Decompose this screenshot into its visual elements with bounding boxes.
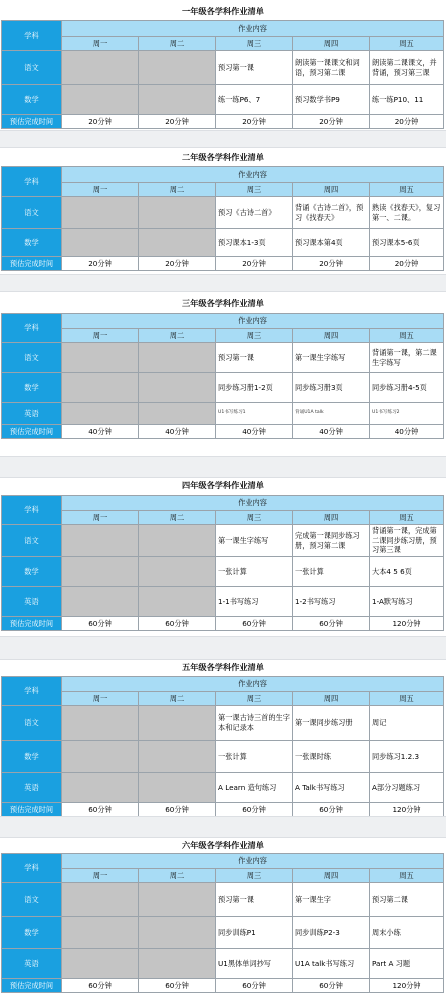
table-row	[2, 741, 444, 773]
subject-chinese: 语文	[2, 343, 62, 373]
homework-cell: 完成第一课同步练习册，预习第二课	[293, 525, 370, 557]
grade-title: 六年级各学科作业清单	[182, 840, 264, 850]
homework-cell: A Learn 造句练习	[216, 773, 293, 803]
table-row	[2, 949, 444, 979]
section-divider	[0, 636, 446, 660]
homework-table	[1, 313, 444, 439]
table-row	[2, 525, 444, 557]
empty-cell	[62, 949, 139, 979]
homework-cell: 练一练P10、11	[370, 85, 444, 115]
day-header: 周三	[216, 183, 293, 197]
grade-title: 三年级各学科作业清单	[182, 298, 264, 308]
time-cell: 40分钟	[216, 425, 293, 439]
homework-table	[1, 853, 444, 993]
empty-cell	[62, 741, 139, 773]
empty-cell	[62, 587, 139, 617]
empty-cell	[139, 343, 216, 373]
time-cell: 20分钟	[62, 257, 139, 271]
homework-cell: 朗读第二课课文，并背诵，预习第三课	[370, 51, 444, 85]
day-header: 周一	[62, 692, 139, 706]
subject-header: 学科	[2, 167, 62, 197]
homework-cell: 背诵《古诗二首》，预习《找春天》	[293, 197, 370, 229]
empty-cell	[139, 917, 216, 949]
time-cell: 40分钟	[370, 425, 444, 439]
subject-english: 英语	[2, 587, 62, 617]
subject-header: 学科	[2, 21, 62, 51]
empty-cell	[62, 883, 139, 917]
content-header: 作业内容	[62, 21, 444, 37]
day-header: 周一	[62, 869, 139, 883]
homework-cell: Part A 习题	[370, 949, 444, 979]
grade-title: 五年级各学科作业清单	[182, 662, 264, 672]
time-cell: 40分钟	[293, 425, 370, 439]
empty-cell	[139, 403, 216, 425]
day-header: 周三	[216, 692, 293, 706]
time-cell: 40分钟	[62, 425, 139, 439]
time-cell: 120分钟	[370, 803, 444, 817]
day-header: 周四	[293, 183, 370, 197]
table-row	[2, 557, 444, 587]
empty-cell	[62, 85, 139, 115]
content-header: 作业内容	[62, 677, 444, 692]
subject-math: 数学	[2, 373, 62, 403]
day-header: 周五	[370, 329, 444, 343]
time-label: 预估完成时间	[2, 803, 62, 817]
homework-cell: 预习《古诗二首》	[216, 197, 293, 229]
time-cell: 120分钟	[370, 979, 444, 993]
day-header: 周三	[216, 329, 293, 343]
subject-chinese: 语文	[2, 51, 62, 85]
homework-cell: 预习第二课	[370, 883, 444, 917]
time-cell: 60分钟	[62, 803, 139, 817]
time-cell: 60分钟	[139, 617, 216, 631]
subject-math: 数学	[2, 229, 62, 257]
empty-cell	[62, 343, 139, 373]
grade-title: 二年级各学科作业清单	[182, 152, 264, 162]
time-cell: 20分钟	[293, 115, 370, 129]
homework-cell: 第一课同步练习册	[293, 706, 370, 741]
time-label: 预估完成时间	[2, 115, 62, 129]
content-header: 作业内容	[62, 854, 444, 869]
homework-cell: 大本4 5 6页	[370, 557, 444, 587]
time-cell: 20分钟	[216, 257, 293, 271]
day-header: 周一	[62, 37, 139, 51]
day-header: 周二	[139, 869, 216, 883]
day-header: 周五	[370, 869, 444, 883]
day-header: 周二	[139, 329, 216, 343]
time-label: 预估完成时间	[2, 617, 62, 631]
empty-cell	[139, 883, 216, 917]
homework-cell: U1书写练习1	[216, 403, 293, 425]
section-divider	[0, 456, 446, 478]
section-divider	[0, 274, 446, 292]
homework-cell: 预习第一课	[216, 343, 293, 373]
homework-cell: 同步练习册1-2页	[216, 373, 293, 403]
time-row	[2, 257, 444, 271]
grade-title: 一年级各学科作业清单	[182, 6, 264, 16]
empty-cell	[139, 197, 216, 229]
subject-english: 英语	[2, 773, 62, 803]
homework-cell: 1-A默写练习	[370, 587, 444, 617]
day-header: 周三	[216, 37, 293, 51]
empty-cell	[139, 773, 216, 803]
homework-cell: 一张课时练	[293, 741, 370, 773]
table-row	[2, 85, 444, 115]
time-cell: 60分钟	[62, 979, 139, 993]
homework-cell: 预习数学书P9	[293, 85, 370, 115]
table-row	[2, 197, 444, 229]
subject-english: 英语	[2, 949, 62, 979]
homework-cell: 周记	[370, 706, 444, 741]
homework-cell: 一张计算	[216, 741, 293, 773]
subject-math: 数学	[2, 85, 62, 115]
time-row	[2, 803, 444, 817]
homework-cell: 周末小练	[370, 917, 444, 949]
time-label: 预估完成时间	[2, 979, 62, 993]
homework-table	[1, 495, 444, 631]
time-cell: 60分钟	[62, 617, 139, 631]
table-row	[2, 706, 444, 741]
day-header: 周二	[139, 511, 216, 525]
table-row	[2, 883, 444, 917]
time-cell: 60分钟	[216, 617, 293, 631]
homework-cell: 1-1书写练习	[216, 587, 293, 617]
empty-cell	[62, 917, 139, 949]
day-header: 周一	[62, 329, 139, 343]
empty-cell	[139, 706, 216, 741]
day-header: 周五	[370, 511, 444, 525]
homework-cell: U1黑体单词抄写	[216, 949, 293, 979]
section-divider	[0, 130, 446, 148]
homework-cell: 背诵第一课，第二课生字练写	[370, 343, 444, 373]
subject-math: 数学	[2, 741, 62, 773]
day-header: 周五	[370, 37, 444, 51]
day-header: 周一	[62, 511, 139, 525]
table-row	[2, 917, 444, 949]
homework-cell: A Talk书写练习	[293, 773, 370, 803]
time-row	[2, 979, 444, 993]
empty-cell	[62, 525, 139, 557]
time-cell: 20分钟	[216, 115, 293, 129]
content-header: 作业内容	[62, 314, 444, 329]
table-row	[2, 587, 444, 617]
homework-table	[1, 20, 444, 129]
time-cell: 60分钟	[216, 803, 293, 817]
subject-math: 数学	[2, 557, 62, 587]
homework-cell: 练一练P6、7	[216, 85, 293, 115]
day-header: 周一	[62, 183, 139, 197]
homework-cell: 第一课古诗三首的生字本和记录本	[216, 706, 293, 741]
time-cell: 20分钟	[293, 257, 370, 271]
homework-cell: 同步练习册3页	[293, 373, 370, 403]
time-row	[2, 617, 444, 631]
subject-chinese: 语文	[2, 883, 62, 917]
table-row	[2, 229, 444, 257]
time-cell: 60分钟	[139, 803, 216, 817]
time-label: 预估完成时间	[2, 257, 62, 271]
day-header: 周四	[293, 329, 370, 343]
homework-table	[1, 166, 444, 271]
empty-cell	[62, 229, 139, 257]
time-cell: 60分钟	[139, 979, 216, 993]
day-header: 周四	[293, 37, 370, 51]
empty-cell	[62, 773, 139, 803]
empty-cell	[62, 557, 139, 587]
empty-cell	[139, 587, 216, 617]
time-cell: 40分钟	[139, 425, 216, 439]
empty-cell	[139, 373, 216, 403]
subject-header: 学科	[2, 314, 62, 343]
empty-cell	[139, 525, 216, 557]
day-header: 周二	[139, 692, 216, 706]
subject-chinese: 语文	[2, 706, 62, 741]
day-header: 周四	[293, 692, 370, 706]
homework-cell: 第一课生字	[293, 883, 370, 917]
content-header: 作业内容	[62, 167, 444, 183]
subject-chinese: 语文	[2, 525, 62, 557]
homework-cell: 一张计算	[293, 557, 370, 587]
homework-cell: 朗读第一课课文和词语，预习第二课	[293, 51, 370, 85]
table-row	[2, 403, 444, 425]
content-header: 作业内容	[62, 496, 444, 511]
time-cell: 20分钟	[62, 115, 139, 129]
day-header: 周四	[293, 869, 370, 883]
homework-cell: A部分习题练习	[370, 773, 444, 803]
empty-cell	[62, 197, 139, 229]
time-cell: 60分钟	[293, 803, 370, 817]
empty-cell	[62, 403, 139, 425]
homework-cell: 同步训练P1	[216, 917, 293, 949]
subject-header: 学科	[2, 854, 62, 883]
homework-cell: U1书写练习2	[370, 403, 444, 425]
time-cell: 20分钟	[370, 257, 444, 271]
homework-cell: 背诵第一课，完成第二课同步练习册，预习第三课	[370, 525, 444, 557]
time-row	[2, 425, 444, 439]
time-cell: 20分钟	[370, 115, 444, 129]
empty-cell	[62, 706, 139, 741]
homework-cell: 第一课生字练写	[293, 343, 370, 373]
day-header: 周五	[370, 692, 444, 706]
homework-table	[1, 676, 444, 817]
empty-cell	[139, 51, 216, 85]
grade-title: 四年级各学科作业清单	[182, 480, 264, 490]
time-cell: 20分钟	[139, 257, 216, 271]
time-cell: 60分钟	[216, 979, 293, 993]
section-divider	[0, 816, 446, 838]
homework-cell: 同步训练P2-3	[293, 917, 370, 949]
homework-cell: 一张计算	[216, 557, 293, 587]
empty-cell	[139, 229, 216, 257]
homework-cell: U1A talk书写练习	[293, 949, 370, 979]
empty-cell	[139, 85, 216, 115]
time-cell: 20分钟	[139, 115, 216, 129]
day-header: 周五	[370, 183, 444, 197]
empty-cell	[62, 373, 139, 403]
homework-cell: 1-2书写练习	[293, 587, 370, 617]
empty-cell	[139, 557, 216, 587]
homework-cell: 同步练习1.2.3	[370, 741, 444, 773]
subject-header: 学科	[2, 496, 62, 525]
time-label: 预估完成时间	[2, 425, 62, 439]
homework-cell: 预习课本5-6页	[370, 229, 444, 257]
day-header: 周二	[139, 37, 216, 51]
homework-cell: 预习第一课	[216, 883, 293, 917]
subject-chinese: 语文	[2, 197, 62, 229]
homework-cell: 同步练习册4-5页	[370, 373, 444, 403]
homework-cell: 背诵U1A talk	[293, 403, 370, 425]
homework-cell: 第一课生字练写	[216, 525, 293, 557]
day-header: 周二	[139, 183, 216, 197]
table-row	[2, 51, 444, 85]
time-cell: 120分钟	[370, 617, 444, 631]
empty-cell	[139, 741, 216, 773]
table-row	[2, 373, 444, 403]
subject-english: 英语	[2, 403, 62, 425]
table-row	[2, 343, 444, 373]
subject-math: 数学	[2, 917, 62, 949]
homework-cell: 熟读《找春天》，复习第一、二课。	[370, 197, 444, 229]
homework-cell: 预习课本1-3页	[216, 229, 293, 257]
table-row	[2, 773, 444, 803]
homework-cell: 预习第一课	[216, 51, 293, 85]
empty-cell	[139, 949, 216, 979]
time-row	[2, 115, 444, 129]
time-cell: 60分钟	[293, 617, 370, 631]
day-header: 周四	[293, 511, 370, 525]
homework-cell: 预习课本第4页	[293, 229, 370, 257]
subject-header: 学科	[2, 677, 62, 706]
day-header: 周三	[216, 511, 293, 525]
empty-cell	[62, 51, 139, 85]
day-header: 周三	[216, 869, 293, 883]
time-cell: 60分钟	[293, 979, 370, 993]
